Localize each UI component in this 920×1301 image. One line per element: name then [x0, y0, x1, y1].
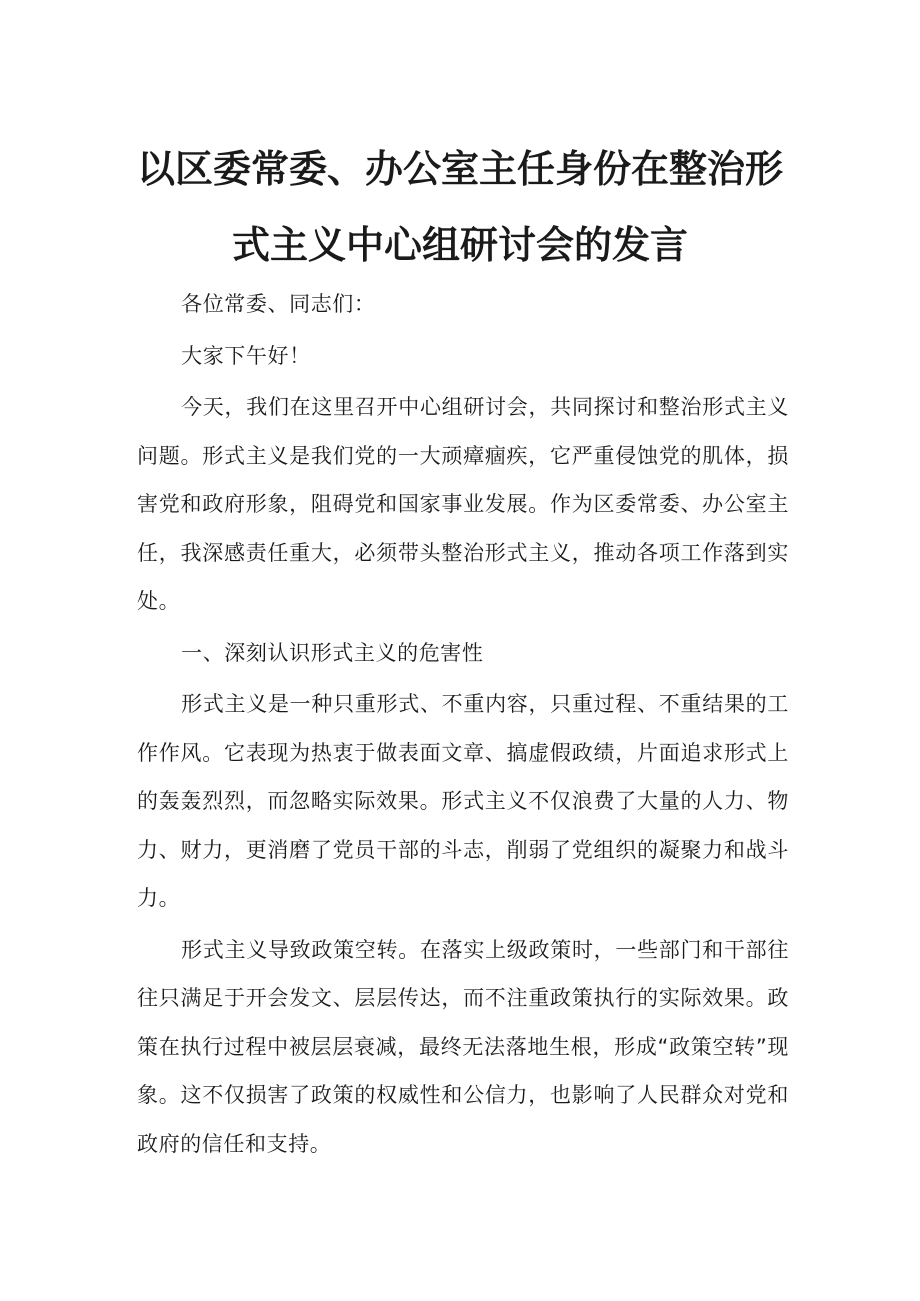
- paragraph-harm-definition: 形式主义是一种只重形式、不重内容，只重过程、不重结果的工作作风。它表现为热衷于做表面文章、搞虚假政绩，片面追求形式上的轰轰烈烈，而忽略实际效果。形式主义不仅浪费了大量的人力、物力、财力，更消磨了党员干部的斗志，削弱了党组织的凝聚力和战斗力。: [137, 692, 789, 910]
- salutation: 各位常委、同志们：: [181, 292, 376, 316]
- greeting: 大家下午好！: [181, 343, 311, 368]
- section-heading-1: 一、深刻认识形式主义的危害性: [181, 640, 484, 665]
- title-line-1: 以区委常委、办公室主任身份在整治形: [136, 147, 783, 191]
- document-title: [130, 131, 790, 283]
- paragraph-intro: 今天，我们在这里召开中心组研讨会，共同探讨和整治形式主义问题。形式主义是我们党的一大顽瘴痼疾，它严重侵蚀党的肌体，损害党和政府形象，阻碍党和国家事业发展。作为区委常委、办公室主任，我深感责任重大，必须带头整治形式主义，推动各项工作落到实处。: [137, 395, 789, 613]
- title-line-2: 式主义中心组研讨会的发言: [231, 223, 688, 267]
- document-body: [137, 280, 789, 1168]
- paragraph-policy-idling: 形式主义导致政策空转。在落实上级政策时，一些部门和干部往往只满足于开会发文、层层传达，而不注重政策执行的实际效果。政策在执行过程中被层层衰减，最终无法落地生根，形成“政策空转”现象。这不仅损害了政策的权威性和公信力，也影响了人民群众对党和政府的信任和支持。: [137, 937, 789, 1156]
